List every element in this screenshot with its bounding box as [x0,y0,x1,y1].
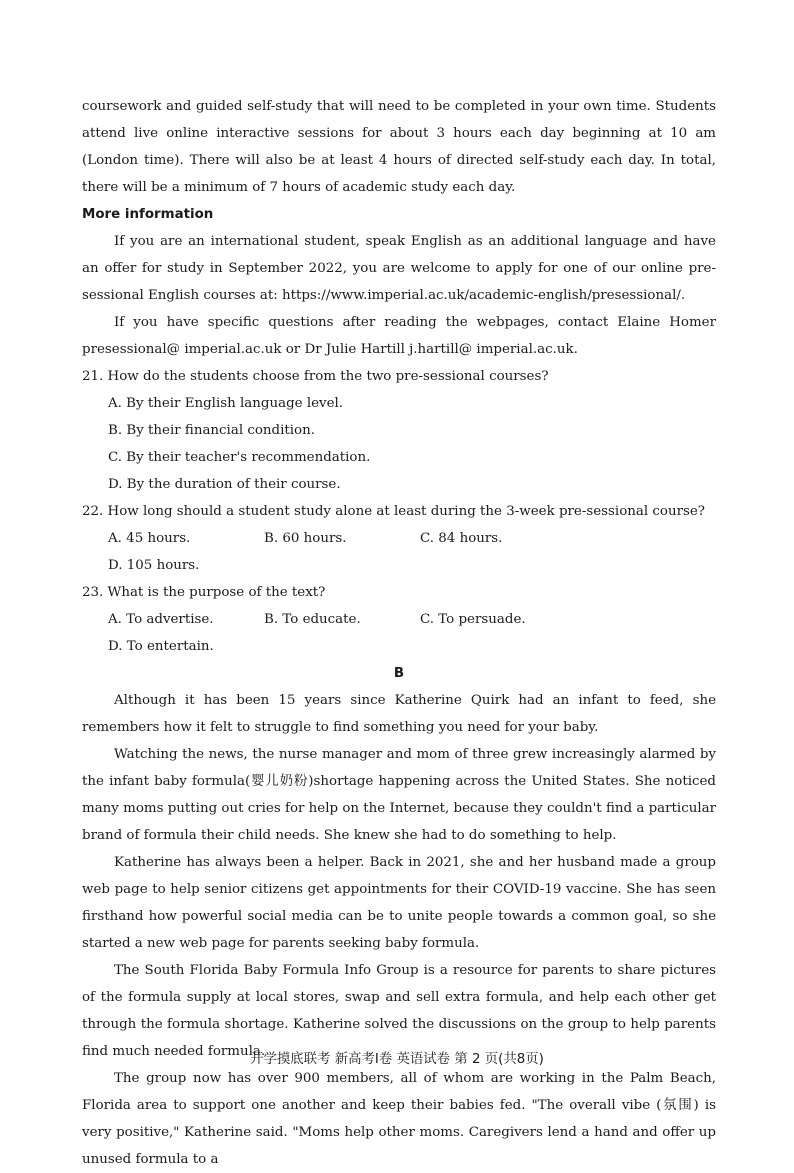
option-b: B. To educate. [264,612,361,627]
question-stem: 22. How long should a student study alone at least during the 3-week pre-sessional course? [82,504,705,519]
question-23 [82,579,716,660]
section-b-paragraph: Katherine has always been a helper. Back in 2021, she and her husband made a group web page to help senior citizens get appointments for their COVID-19 vaccine. She has seen firsthand how powerful social media can be to unite people towards a common goal, so she started a new web page for parents seeking baby formula. [82,855,716,951]
answer-options [82,606,716,660]
option-c: C. To persuade. [420,612,526,627]
apply-paragraph: If you are an international student, speak English as an additional language and have an offer for study in September 2022, you are welcome to apply for one of our online pre-sessional English courses at: https://www.imperial.ac.uk/academic-english/presessional/. [82,234,716,303]
intro-paragraph: coursework and guided self-study that will need to be completed in your own time. Students attend live online interactive sessions for about 3 hours each day beginning at 10 am (London time). There will also be at least 4 hours of directed self-study each day. In total, there will be a minimum of 7 hours of academic study each day. [82,99,716,195]
section-b-title: B [393,666,405,681]
answer-options [82,390,716,498]
option-b: B. 60 hours. [264,531,347,546]
option-c: C. By their teacher's recommendation. [108,450,371,465]
option-c: C. 84 hours. [420,531,503,546]
section-b-paragraph: Although it has been 15 years since Katherine Quirk had an infant to feed, she remembers how it felt to struggle to find something you need for your baby. [82,693,716,735]
question-21 [82,363,716,498]
question-stem: 21. How do the students choose from the two pre-sessional courses? [82,369,549,384]
option-b: B. By their financial condition. [108,423,315,438]
section-b-paragraph: Watching the news, the nurse manager and mom of three grew increasingly alarmed by the infant baby formula(婴儿奶粉)shortage happening across the United States. She noticed many moms putting out cries for help on the Internet, because they couldn't find a particular brand of formula their child needs. She knew she had to do something to help. [82,747,716,843]
exam-page [82,93,716,1173]
option-a: A. To advertise. [108,612,214,627]
option-a: A. 45 hours. [108,531,191,546]
option-a: A. By their English language level. [108,396,344,411]
answer-options [82,525,716,579]
question-stem: 23. What is the purpose of the text? [82,585,326,600]
option-d: D. To entertain. [108,639,214,654]
section-b-paragraph: The South Florida Baby Formula Info Group is a resource for parents to share pictures of the formula supply at local stores, swap and sell extra formula, and help each other get through the formula shortage. Katherine solved the discussions on the group to help parents find much needed formula. [82,963,716,1059]
page-footer: 开学摸底联考 新高考Ⅰ卷 英语试卷 第 2 页(共8页) [250,1052,544,1067]
section-b-paragraph: The group now has over 900 members, all of whom are working in the Palm Beach, Florida area to support one another and keep their babies fed. "The overall vibe (氛围) is very positive," Katherine said. "Moms help other moms. Caregivers lend a hand and offer up unused formula to a [82,1071,716,1167]
contact-paragraph: If you have specific questions after reading the webpages, contact Elaine Homer presessional@ imperial.ac.uk or Dr Julie Hartill j.hartill@ imperial.ac.uk. [82,315,716,357]
option-d: D. By the duration of their course. [108,477,341,492]
question-22 [82,498,716,579]
more-info-heading: More information [82,207,214,222]
option-d: D. 105 hours. [108,558,200,573]
